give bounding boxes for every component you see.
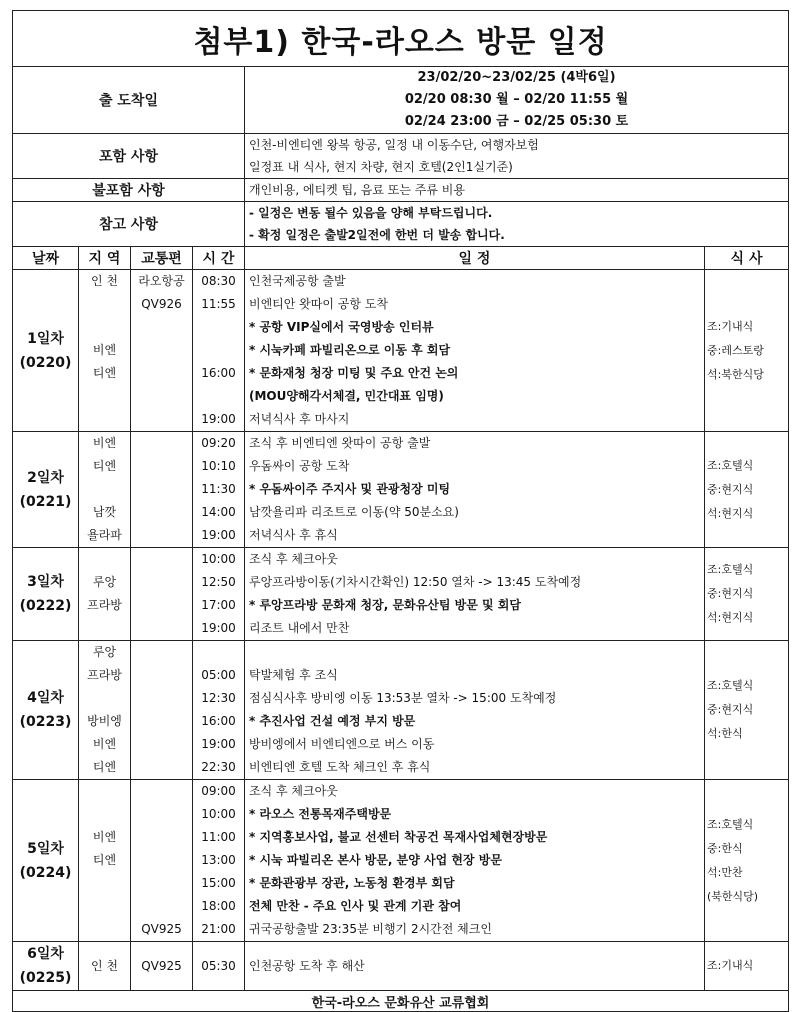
region-line: 비엔	[92, 343, 117, 357]
included-label: 포함 사항	[13, 134, 245, 179]
time-line	[193, 316, 244, 339]
day-date: (0223)	[19, 714, 72, 730]
meal-item: 석:현지식	[707, 506, 754, 520]
time-line: 19:00	[201, 412, 236, 426]
transport-line	[131, 687, 192, 710]
transport-line: 라오항공	[138, 274, 185, 288]
region-line	[79, 548, 130, 571]
time-line: 09:20	[201, 436, 236, 450]
meal-item: (북한식당)	[707, 889, 759, 903]
transport-line	[131, 617, 192, 640]
day-cell	[13, 780, 79, 942]
region-line: 남깟	[92, 505, 117, 519]
schedule-line: * 시눅카페 파빌리온으로 이동 후 회담	[249, 343, 451, 357]
time-line: 13:00	[201, 853, 236, 867]
day-label: 2일차	[27, 469, 64, 486]
time-line: 18:00	[201, 899, 236, 913]
time-line: 10:00	[201, 807, 236, 821]
time-line: 05:00	[201, 668, 236, 682]
included-line: 일정표 내 식사, 현지 차량, 현지 호텔(2인1실기준)	[249, 160, 513, 174]
schedule-line: 남깟욜리파 리조트로 이동(약 50분소요)	[249, 505, 459, 519]
transport-line	[131, 756, 192, 779]
time-line: 11:30	[201, 482, 236, 496]
schedule-cell	[245, 548, 705, 641]
time-line	[193, 339, 244, 362]
region-line	[79, 617, 130, 640]
transport-line	[131, 872, 192, 895]
included-items	[245, 134, 789, 179]
schedule-line: 조식 후 비엔티엔 왓따이 공항 출발	[249, 436, 431, 450]
transport-line	[131, 408, 192, 431]
header-transport: 교통편	[131, 247, 193, 270]
time-line: 21:00	[201, 922, 236, 936]
region-line: 비엔	[92, 436, 117, 450]
itinerary-table	[12, 10, 789, 1012]
transport-line: QV925	[141, 922, 182, 936]
day-label: 4일차	[27, 690, 64, 706]
region-cell	[79, 270, 131, 432]
region-line	[79, 895, 130, 918]
header-date: 날짜	[13, 247, 79, 270]
meal-item: 중:레스토랑	[707, 343, 764, 357]
excluded-items: 개인비용, 에티켓 팁, 음료 또는 주류 비용	[245, 179, 789, 202]
region-line: 티엔	[92, 853, 117, 867]
day-label: 3일차	[27, 574, 64, 590]
region-line: 방비엥	[87, 714, 122, 728]
day-cell	[13, 641, 79, 780]
transport-line	[131, 571, 192, 594]
transport-line: QV925	[141, 958, 182, 973]
region-line: 티엔	[92, 366, 117, 380]
day-date: (0222)	[19, 598, 72, 614]
transport-line	[131, 385, 192, 408]
transport-line	[131, 710, 192, 733]
schedule-line: * 지역홍보사업, 불교 선센터 착공건 목재사업체현장방문	[249, 830, 548, 844]
day-cell	[13, 942, 79, 991]
note-line: - 일정은 변동 될수 있음을 양해 부탁드립니다.	[249, 206, 493, 220]
transport-line	[131, 780, 192, 803]
meal-item: 석:만찬	[707, 865, 743, 879]
time-line: 17:00	[201, 598, 236, 612]
schedule-line: * 문화관광부 장관, 노동청 환경부 회담	[249, 876, 455, 890]
time-line: 12:50	[201, 575, 236, 589]
region-line	[79, 316, 130, 339]
day-row	[13, 641, 789, 780]
footer-row	[13, 991, 789, 1012]
page-title: 첨부1) 한국-라오스 방문 일정	[13, 11, 789, 67]
header-region: 지 역	[79, 247, 131, 270]
meal-item: 석:북한식당	[707, 367, 764, 381]
transport-cell	[131, 432, 193, 548]
note-line: - 확정 일정은 출발2일전에 한번 더 발송 합니다.	[249, 228, 505, 242]
transport-line	[131, 432, 192, 455]
meal-item: 조:호텔식	[707, 458, 754, 472]
time-cell	[193, 548, 245, 641]
transport-cell	[131, 780, 193, 942]
transport-line	[131, 641, 192, 664]
table-header	[13, 247, 789, 270]
region-line	[79, 687, 130, 710]
meal-item: 조:호텔식	[707, 679, 754, 692]
schedule-line: 방비엥에서 비엔티엔으로 버스 이동	[249, 737, 435, 751]
transport-line	[131, 362, 192, 385]
region-cell	[79, 432, 131, 548]
day-label: 5일차	[27, 840, 64, 857]
day-row	[13, 432, 789, 548]
day-date: (0224)	[19, 864, 72, 881]
transport-cell	[131, 942, 193, 991]
region-line: 프라방	[87, 668, 122, 682]
transport-line	[131, 455, 192, 478]
schedule-line: 비엔티안 왓따이 공항 도착	[249, 297, 388, 311]
region-cell	[79, 641, 131, 780]
meal-cell	[705, 432, 789, 548]
region-line	[79, 408, 130, 431]
region-line: 비엔	[92, 830, 117, 844]
transport-line	[131, 478, 192, 501]
day-cell	[13, 432, 79, 548]
arrival-line: 23/02/20~23/02/25 (4박6일)	[417, 70, 616, 85]
meal-cell	[705, 548, 789, 641]
time-line: 08:30	[201, 274, 236, 288]
schedule-line: 조식 후 체크아웃	[249, 552, 338, 566]
header-schedule: 일 정	[245, 247, 705, 270]
meal-item: 조:기내식	[707, 319, 754, 333]
time-line: 11:55	[201, 297, 236, 311]
time-line: 19:00	[201, 528, 236, 542]
meal-item: 석:한식	[707, 727, 743, 740]
time-cell	[193, 942, 245, 991]
schedule-line: 조식 후 체크아웃	[249, 784, 338, 798]
footer-organization: 한국-라오스 문화유산 교류협회	[13, 991, 789, 1012]
day-date: (0220)	[19, 354, 72, 371]
meal-cell	[705, 942, 789, 991]
time-line	[193, 641, 244, 664]
region-cell	[79, 942, 131, 991]
meal-cell	[705, 270, 789, 432]
day-row	[13, 270, 789, 432]
time-line: 16:00	[201, 366, 236, 380]
day-date: (0221)	[19, 493, 72, 510]
arrival-label: 출 도착일	[13, 67, 245, 134]
notes	[245, 202, 789, 247]
transport-line	[131, 895, 192, 918]
transport-line	[131, 316, 192, 339]
transport-line	[131, 849, 192, 872]
meal-item: 석:현지식	[707, 611, 754, 624]
excluded-label: 불포함 사항	[13, 179, 245, 202]
time-cell	[193, 641, 245, 780]
schedule-line: * 추진사업 건설 예정 부지 방문	[249, 714, 416, 728]
time-line: 12:30	[201, 691, 236, 705]
region-line: 욜라파	[87, 528, 122, 542]
day-label: 6일차	[27, 946, 64, 962]
header-meal: 식 사	[705, 247, 789, 270]
region-line: 루앙	[92, 575, 117, 589]
transport-line: QV926	[141, 297, 182, 311]
schedule-line: 우돔싸이 공항 도착	[249, 459, 350, 473]
schedule-line: 루앙프라방이동(기차시간확인) 12:50 열차 -> 13:45 도착예정	[249, 575, 582, 589]
transport-line	[131, 826, 192, 849]
day-row	[13, 548, 789, 641]
time-line: 22:30	[201, 760, 236, 774]
day-row	[13, 780, 789, 942]
itinerary-document	[12, 10, 788, 1012]
schedule-cell	[245, 641, 705, 780]
day-label: 1일차	[27, 330, 64, 347]
region-cell	[79, 548, 131, 641]
notes-label: 참고 사항	[13, 202, 245, 247]
time-line: 15:00	[201, 876, 236, 890]
region-line: 티엔	[92, 760, 117, 774]
transport-line	[131, 803, 192, 826]
schedule-line: 점심식사후 방비엥 이동 13:53분 열차 -> 15:00 도착예정	[249, 691, 557, 705]
meal-item: 조:기내식	[707, 959, 754, 972]
day-date: (0225)	[19, 970, 72, 986]
transport-cell	[131, 270, 193, 432]
region-line	[79, 872, 130, 895]
time-line: 11:00	[201, 830, 236, 844]
meal-item: 조:호텔식	[707, 817, 754, 831]
schedule-cell	[245, 780, 705, 942]
day-cell	[13, 270, 79, 432]
meal-cell	[705, 641, 789, 780]
region-line: 인 천	[91, 274, 118, 288]
time-line: 10:00	[201, 552, 236, 566]
schedule-cell	[245, 270, 705, 432]
day-row	[13, 942, 789, 991]
region-line: 티엔	[92, 459, 117, 473]
region-line	[79, 918, 130, 941]
transport-line	[131, 548, 192, 571]
schedule-cell	[245, 942, 705, 991]
region-line	[79, 803, 130, 826]
region-cell	[79, 780, 131, 942]
transport-cell	[131, 641, 193, 780]
region-line: 프라방	[87, 598, 122, 612]
schedule-line	[245, 641, 704, 664]
time-cell	[193, 432, 245, 548]
meal-item: 중:한식	[707, 841, 743, 855]
time-line: 19:00	[201, 737, 236, 751]
schedule-line: 전체 만찬 - 주요 인사 및 관계 기관 참여	[249, 899, 462, 913]
schedule-line: * 공항 VIP실에서 국영방송 인터뷰	[249, 320, 434, 334]
transport-line	[131, 594, 192, 617]
meal-item: 중:현지식	[707, 482, 754, 496]
transport-cell	[131, 548, 193, 641]
schedule-line: 귀국공항출발 23:35분 비행기 2시간전 체크인	[249, 922, 492, 936]
region-line: 비엔	[92, 737, 117, 751]
header-time: 시 간	[193, 247, 245, 270]
transport-line	[131, 733, 192, 756]
time-line	[193, 385, 244, 408]
transport-line	[131, 501, 192, 524]
transport-line	[131, 339, 192, 362]
time-cell	[193, 270, 245, 432]
transport-line	[131, 664, 192, 687]
arrival-dates	[245, 67, 789, 134]
meal-item: 조:호텔식	[707, 563, 754, 576]
transport-line	[131, 524, 192, 547]
arrival-line: 02/20 08:30 월 – 02/20 11:55 월	[404, 92, 629, 107]
time-line: 14:00	[201, 505, 236, 519]
schedule-line: * 루앙프라방 문화재 청장, 문화유산팀 방문 및 회담	[249, 598, 521, 612]
region-line: 루앙	[92, 645, 117, 659]
region-line: 인 천	[91, 958, 118, 973]
schedule-line: * 문화재청 청장 미팅 및 주요 안건 논의	[249, 366, 459, 380]
schedule-line: * 우돔싸이주 주지사 및 관광청장 미팅	[249, 482, 451, 496]
time-line: 16:00	[201, 714, 236, 728]
time-cell	[193, 780, 245, 942]
schedule-line: 리조트 내에서 만찬	[249, 621, 350, 635]
schedule-line: 저녁식사 후 마사지	[249, 412, 350, 426]
region-line	[79, 780, 130, 803]
meal-item: 중:현지식	[707, 703, 754, 716]
time-line: 05:30	[201, 958, 236, 973]
schedule-line: 비엔티엔 호텔 도착 체크인 후 휴식	[249, 760, 431, 774]
region-line	[79, 385, 130, 408]
schedule-line: 인천공항 도착 후 해산	[249, 958, 365, 973]
arrival-line: 02/24 23:00 금 – 02/25 05:30 토	[404, 114, 629, 129]
meal-item: 중:현지식	[707, 587, 754, 600]
schedule-line: 저녁식사 후 휴식	[249, 528, 338, 542]
region-line	[79, 293, 130, 316]
time-line: 19:00	[201, 621, 236, 635]
schedule-line: 인천국제공항 출발	[249, 274, 346, 288]
schedule-line: * 라오스 전통목재주택방문	[249, 807, 392, 821]
included-line: 인천-비엔티엔 왕복 항공, 일정 내 이동수단, 여행자보험	[249, 138, 539, 152]
schedule-line: * 시눅 파빌리온 본사 방문, 분양 사업 현장 방문	[249, 853, 502, 867]
schedule-line: 탁발체험 후 조식	[249, 668, 338, 682]
day-cell	[13, 548, 79, 641]
time-line: 09:00	[201, 784, 236, 798]
schedule-line: (MOU양해각서체결, 민간대표 임명)	[249, 389, 444, 403]
meal-cell	[705, 780, 789, 942]
time-line: 10:10	[201, 459, 236, 473]
region-line	[79, 478, 130, 501]
schedule-cell	[245, 432, 705, 548]
